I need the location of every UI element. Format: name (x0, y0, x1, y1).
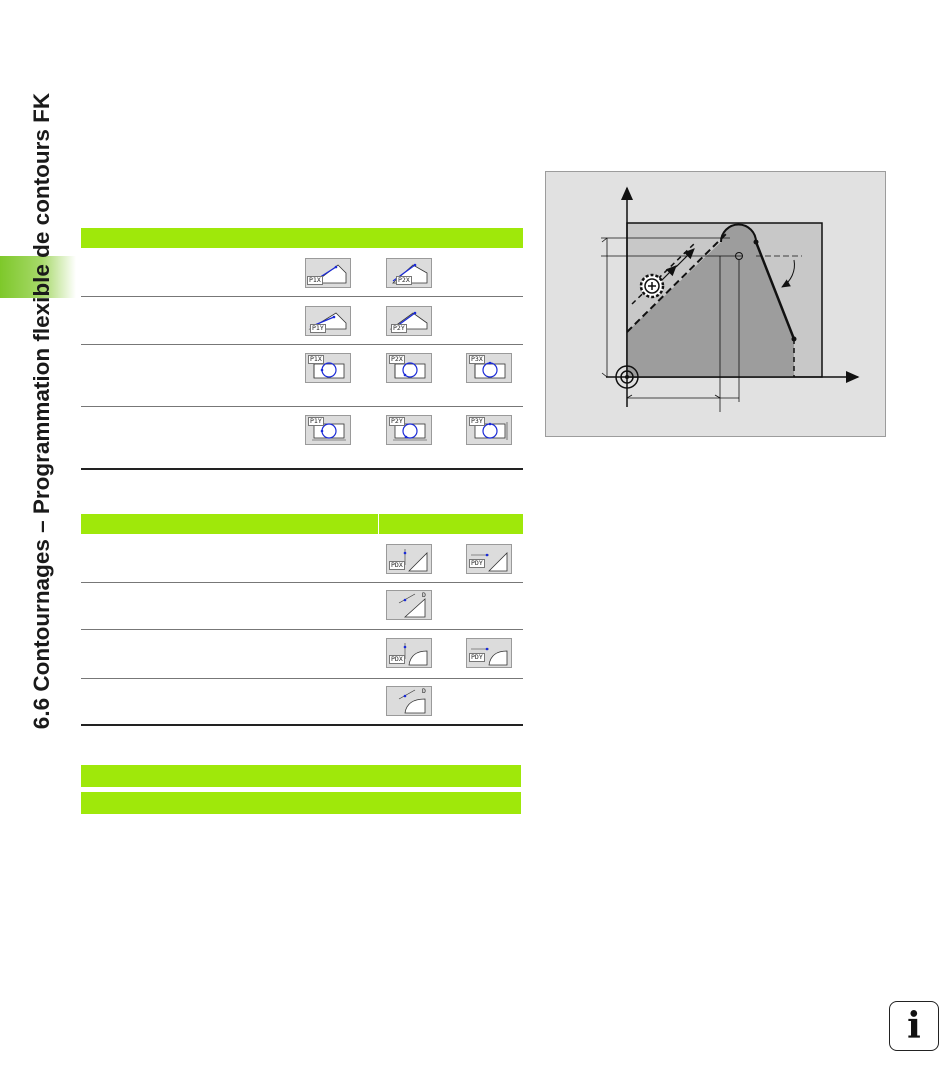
softkey-label: P2X (398, 276, 410, 284)
softkey-p1y-circle[interactable] (305, 415, 351, 445)
softkey-d-circle[interactable] (386, 686, 432, 716)
table2-row-divider (81, 678, 523, 679)
table2-bottom-rule (81, 724, 523, 726)
softkey-label: P2Y (391, 417, 403, 425)
softkey-p3x-circle[interactable] (466, 353, 512, 383)
table1-bottom-rule (81, 468, 523, 470)
softkey-label: PDX (391, 655, 403, 663)
softkey-p2x-circle[interactable] (386, 353, 432, 383)
softkey-label: P3X (471, 355, 483, 363)
table1-row-divider (81, 296, 523, 297)
softkey-label: PDY (471, 559, 483, 567)
table3-row-bar (81, 792, 521, 814)
table2-row-divider (81, 582, 523, 583)
softkey-label: P1X (309, 276, 321, 284)
contour-illustration-svg (546, 172, 885, 436)
softkey-pdy-circle[interactable] (466, 638, 512, 668)
softkey-label: D (422, 591, 426, 599)
softkey-label: PDX (391, 561, 403, 569)
softkey-label: D (422, 687, 426, 695)
contour-illustration (545, 171, 886, 437)
softkey-label: P2Y (393, 324, 405, 332)
softkey-pdx-circle[interactable] (386, 638, 432, 668)
info-icon-glyph: i (907, 1005, 921, 1047)
table2-row-divider (81, 629, 523, 630)
softkey-label: P2X (391, 355, 403, 363)
softkey-p2y-line[interactable] (386, 306, 432, 336)
softkey-label: P1X (310, 355, 322, 363)
table2-header-bar (81, 514, 523, 534)
softkey-label: P1Y (312, 324, 324, 332)
chapter-title: 6.6 Contournages – Programmation flexible de contours FK (29, 92, 54, 730)
softkey-label: P3Y (471, 417, 483, 425)
softkey-p1y-line[interactable] (305, 306, 351, 336)
softkey-p1x-circle[interactable] (305, 353, 351, 383)
softkey-p1x-line[interactable] (305, 258, 351, 288)
info-icon (889, 1001, 939, 1051)
softkey-d-line[interactable] (386, 590, 432, 620)
softkey-label: P1Y (310, 417, 322, 425)
softkey-label: PDY (471, 653, 483, 661)
table1-header-bar (81, 228, 523, 248)
table1-row-divider (81, 406, 523, 407)
table3-header-bar (81, 765, 521, 787)
table1-row-divider (81, 344, 523, 345)
softkey-pdy-line[interactable] (466, 544, 512, 574)
softkey-p2x-line[interactable] (386, 258, 432, 288)
softkey-pdx-line[interactable] (386, 544, 432, 574)
softkey-p2y-circle[interactable] (386, 415, 432, 445)
softkey-p3y-circle[interactable] (466, 415, 512, 445)
